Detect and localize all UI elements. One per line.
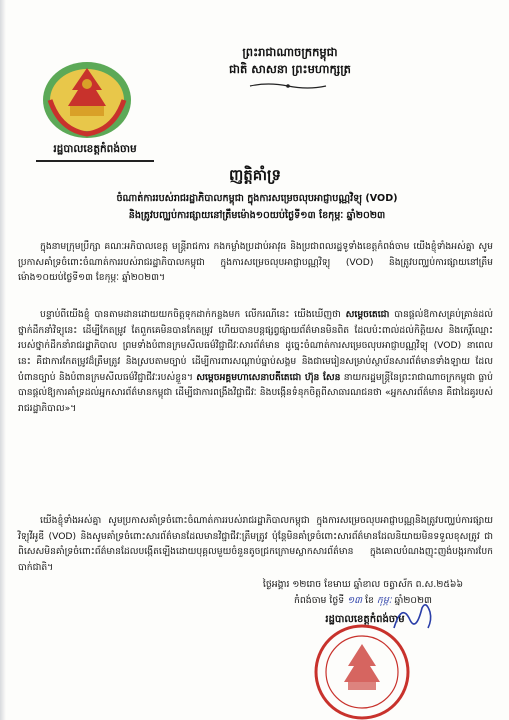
page-edge-shadow [0, 0, 6, 720]
date-month: កុម្ភៈ [376, 595, 392, 606]
national-motto-block [180, 44, 400, 78]
date-block [238, 577, 488, 609]
paragraph-2-bold-name-2: សម្តេចអគ្គមហាសេនាបតីតេជោ ហ៊ុន សែន [196, 371, 341, 383]
official-stamp [312, 622, 412, 720]
subtitle-line-1: ចំណាត់ការរបស់រាជរដ្ឋាភិបាលកម្ពុជា ក្នុងការសម្រេចលុបអាជ្ញាបណ្ណវិទ្យុ (VOD) [116, 193, 398, 204]
signature-organization: រដ្ឋបាលខេត្តកំពង់ចាម [325, 614, 405, 625]
paragraph-2 [18, 307, 493, 416]
paragraph-2-text-b: បានផ្តល់ឱកាសគ្រប់គ្រាន់ដល់ថ្នាក់ដឹកនាំវិទ្យុនេះ ដើម្បីកែតម្រូវ តែពួកគេមិនបានកែតម្រូវ ហើយបានបន្តផ្សព្វផ្សាយព័ត៌មានមិនពិត ដែលប៉ះពាល់ដល់កិត្តិយស និងកេរ្តិ៍ឈ្មោះរបស់ថ្នាក់ដឹកនាំរាជរដ្ឋាភិបាល ព្រមទាំងបំពានក្រមសីលធម៌វិជ្ជាជីវៈសារព័ត៌មាន ដូច្នេះចំណាត់ការសម្រេចលុបអាជ្ញាបណ្ណវិទ្យុ (VOD) នាពេលនេះ គឺជាការកែតម្រូវដ៏ត្រឹមត្រូវ និងស្របតាមច្បាប់ ដើម្បីការពារសណ្តាប់ធ្នាប់សង្គម និងជាមេរៀនសម្រាប់ស្ថាប័នសារព័ត៌មានទាំងឡាយ ដែលបំពានច្បាប់ និងបំពានក្រមសីលធម៌វិជ្ជាជីវៈរបស់ខ្លួន។ [18, 309, 493, 383]
subtitle-line-2: និងត្រូវបញ្ឈប់ការផ្សាយនៅត្រឹមម៉ោង១០យប់ថ្ងៃទី១៣ ខែកុម្ភៈ ឆ្នាំ២០២៣ [128, 210, 386, 221]
issuing-organization: រដ្ឋបាលខេត្តកំពង់ចាម [53, 143, 137, 155]
date-month-prefix: ខែ [365, 595, 374, 606]
ornament-divider [248, 82, 328, 90]
paragraph-2-text-a: បន្ទាប់ពីយើងខ្ញុំ បានតាមដានដោយយកចិត្តទុកដាក់កន្លងមក លើករណីនេះ យើងឃើញថា [40, 309, 346, 321]
paragraph-2-text-c: នាយករដ្ឋមន្ត្រីនៃព្រះរាជាណាចក្រកម្ពុជា ធ្លាប់បានផ្តល់ឱ្យការគាំទ្រដល់អ្នកសារព័ត៌មានកម្ពុជា ដើម្បីជាការពង្រឹងវិជ្ជាជីវៈ និងបង្កើនទំនុកចិត្តពីសាធារណជនថា «អ្នកសារព័ត៌មាន គឺជាដៃគូរបស់រាជរដ្ឋាភិបាល»។ [18, 371, 493, 414]
paragraph-3: យើងខ្ញុំទាំងអស់គ្នា សូមប្រកាសគាំទ្រចំពោះចំណាត់ការរបស់រាជរដ្ឋាភិបាលកម្ពុជា ក្នុងការសម្រេចលុបអាជ្ញាបណ្ណនិងត្រូវបញ្ឈប់ការផ្សាយ វិទ្យុវីអូឌី (VOD) និងសូមគាំទ្រចំពោះសារព័ត៌មានដែលមានវិជ្ជាជីវៈត្រឹមត្រូវ ប៉ុន្តែមិនគាំទ្រចំពោះសារព័ត៌មានដែលនិយាយមិនទទួលខុសត្រូវ ជាពិសេសមិនគាំទ្រចំពោះព័ត៌មានដែលបង្កើតឡើងដោយបុគ្គលមួយចំនួនតូចជ្រកក្រោមស្លាកសារព័ត៌មាន ក្នុងគោលបំណងញុះញង់បង្ករការបែកបាក់ជាតិ។ [18, 515, 493, 573]
paragraph-1: ក្នុងនាមក្រុមប្រឹក្សា គណៈអភិបាលខេត្ត មន្ត្រីរាជការ កងកម្លាំងប្រដាប់អាវុធ និងប្រជាពលរដ្ឋទូទាំងខេត្តកំពង់ចាម យើងខ្ញុំទាំងអស់គ្នា សូមប្រកាសគាំទ្រចំពោះចំណាត់ការរបស់រាជរដ្ឋាភិបាលកម្ពុជា ក្នុងការសម្រេចលុបអាជ្ញាបណ្ណវិទ្យុ (VOD) និងត្រូវបញ្ឈប់ការផ្សាយនៅត្រឹមម៉ោង១០យប់ថ្ងៃទី១៣ ខែកុម្ភៈ ឆ្នាំ២០២៣។ [18, 241, 493, 284]
document-title: ញត្តិគាំទ្រ [228, 166, 282, 184]
date-day: ១៣ [347, 595, 363, 606]
paragraph-2-bold-name-1: សម្តេចតេជោ [345, 309, 390, 321]
gregorian-date [238, 593, 488, 609]
organization-underline [36, 160, 154, 162]
lunar-date: ថ្ងៃអង្គារ ១២រោច ខែមាឃ ឆ្នាំខាល ចត្វាស័ក ព.ស.២៥៦៦ [262, 579, 464, 590]
date-place-prefix: កំពង់ចាម ថ្ងៃទី [294, 595, 345, 606]
motto-heading: ជាតិ សាសនា ព្រះមហាក្សត្រ [229, 62, 351, 76]
date-year: ឆ្នាំ២០២៣ [394, 595, 432, 606]
kingdom-heading: ព្រះរាជាណាចក្រកម្ពុជា [242, 45, 338, 59]
provincial-seal-logo [40, 60, 135, 142]
document-subtitle [22, 190, 492, 224]
